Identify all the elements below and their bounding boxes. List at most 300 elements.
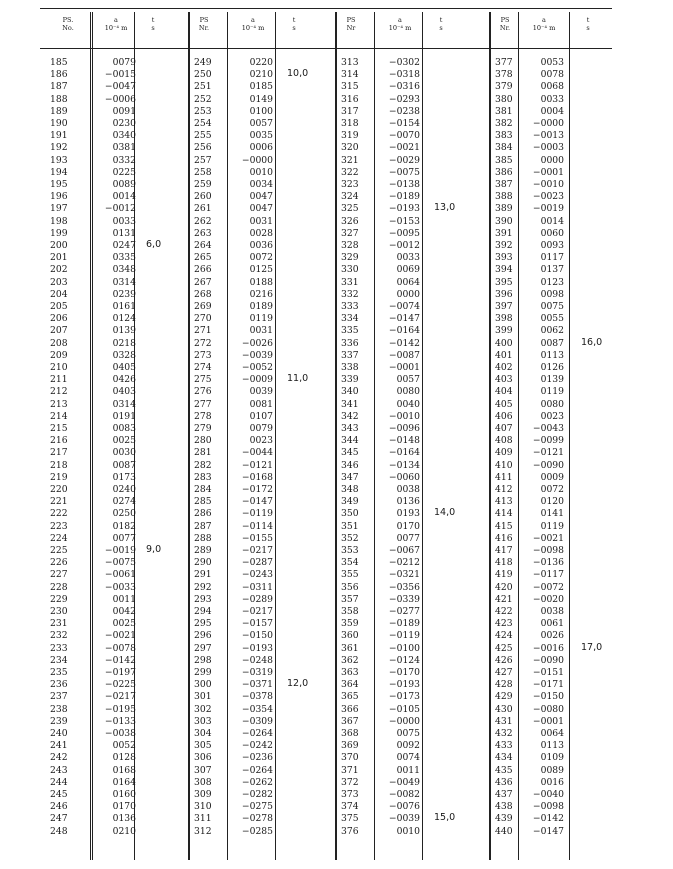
a-value-cell: 0240 — [112, 484, 136, 495]
ps-number-cell: 233 — [50, 642, 68, 654]
a-value-cell: 0210 — [249, 69, 273, 81]
a-value-cell: 0230 — [112, 118, 136, 129]
a-value-cell: −0171 — [532, 679, 564, 691]
ps-number-cell: 391 — [495, 227, 513, 239]
a-value-cell: −0378 — [241, 691, 273, 703]
a-value-cell: 0011 — [112, 593, 136, 605]
ps-number-cell: 304 — [194, 728, 212, 739]
ps-number-cell: 301 — [194, 691, 212, 703]
a-value-cell: −0150 — [532, 691, 564, 703]
ps-number-cell: 194 — [50, 166, 68, 178]
ps-number-cell: 399 — [495, 325, 513, 337]
a-value-cell: 0164 — [112, 776, 136, 788]
ps-number-cell: 422 — [495, 606, 513, 617]
ps-number-cell: 327 — [341, 227, 359, 239]
a-value-cell: 0123 — [540, 276, 564, 288]
ps-number-cell: 388 — [495, 191, 513, 203]
column-rule — [518, 12, 519, 860]
ps-number-cell: 432 — [495, 728, 513, 739]
ps-number-cell: 223 — [50, 520, 68, 532]
a-value-cell: −0021 — [388, 142, 420, 154]
ps-number-cell: 278 — [194, 410, 212, 422]
column-rule — [275, 12, 276, 860]
column-rule — [569, 12, 570, 860]
ps-number-cell: 332 — [341, 288, 359, 300]
ps-number-cell: 373 — [341, 789, 359, 800]
a-value-cell: 0098 — [540, 288, 564, 300]
ps-number-cell: 434 — [495, 752, 513, 764]
a-value-cell: −0316 — [388, 81, 420, 93]
ps-number-cell: 341 — [341, 398, 359, 410]
ps-number-cell: 379 — [495, 81, 513, 93]
a-value-cell: −0217 — [241, 545, 273, 556]
a-value-cell: −0173 — [388, 691, 420, 703]
a-value-cell: 0139 — [540, 374, 564, 386]
ps-number-cell: 393 — [495, 252, 513, 264]
ps-number-cell: 299 — [194, 667, 212, 678]
a-value-cell: −0212 — [388, 557, 420, 569]
a-value-cell: 0069 — [396, 264, 420, 276]
ps-number-cell: 191 — [50, 130, 68, 142]
ps-number-cell: 342 — [341, 410, 359, 422]
a-value-cell: −0100 — [388, 642, 420, 654]
ps-number-cell: 213 — [50, 398, 68, 410]
a-value-cell: −0023 — [532, 191, 564, 203]
a-value-cell: 0026 — [540, 630, 564, 642]
t-column-header — [138, 16, 168, 32]
ps-number-cell: 330 — [341, 264, 359, 276]
ps-number-cell: 256 — [194, 142, 212, 154]
a-value-cell: −0172 — [241, 484, 273, 495]
ps-number-cell: 189 — [50, 105, 68, 117]
ps-number-cell: 239 — [50, 715, 68, 727]
a-value-cell: 0080 — [396, 386, 420, 398]
a-value-cell: 0036 — [249, 240, 273, 251]
group-rule — [188, 12, 190, 860]
ps-number-cell: 429 — [495, 691, 513, 703]
ps-number-cell: 367 — [341, 715, 359, 727]
a-value-cell: 0000 — [396, 288, 420, 300]
ps-number-cell: 325 — [341, 203, 359, 215]
a-value-cell: −0150 — [241, 630, 273, 642]
ps-number-cell: 348 — [341, 484, 359, 495]
ps-number-cell: 337 — [341, 349, 359, 361]
a-value-cell: 0087 — [112, 459, 136, 471]
a-value-cell: −0142 — [532, 813, 564, 825]
t-header-line: s — [292, 24, 296, 32]
ps-number-cell: 221 — [50, 496, 68, 508]
ps-number-cell: 355 — [341, 569, 359, 581]
ps-number-cell: 285 — [194, 496, 212, 508]
a-value-cell: 0033 — [396, 252, 420, 264]
ps-number-cell: 302 — [194, 703, 212, 715]
a-header-line: 10⁻⁴ m — [532, 24, 556, 32]
ps-header-line: PS. — [62, 16, 74, 24]
a-value-cell: −0070 — [388, 130, 420, 142]
a-value-cell: 0216 — [249, 288, 273, 300]
ps-number-cell: 261 — [194, 203, 212, 215]
a-value-cell: 0250 — [112, 508, 136, 520]
ps-number-cell: 405 — [495, 398, 513, 410]
time-mark: 12,0 — [287, 678, 309, 690]
a-value-cell: −0302 — [388, 57, 420, 68]
a-value-cell: −0044 — [241, 447, 273, 459]
group-rule — [489, 12, 491, 860]
a-value-cell: 0075 — [396, 728, 420, 739]
ps-number-cell: 279 — [194, 423, 212, 434]
a-value-cell: 0064 — [540, 728, 564, 739]
a-value-cell: 0126 — [540, 362, 564, 373]
ps-number-cell: 300 — [194, 679, 212, 691]
ps-number-cell: 197 — [50, 203, 68, 215]
time-mark: 17,0 — [581, 641, 603, 653]
ps-number-cell: 195 — [50, 179, 68, 190]
a-value-cell: 0009 — [540, 471, 564, 483]
a-value-cell: 0038 — [396, 484, 420, 495]
a-value-cell: −0262 — [241, 776, 273, 788]
ps-number-cell: 372 — [341, 776, 359, 788]
ps-number-cell: 235 — [50, 667, 68, 678]
ps-number-cell: 384 — [495, 142, 513, 154]
a-value-cell: −0061 — [104, 569, 136, 581]
a-value-cell: 0030 — [112, 447, 136, 459]
a-value-cell: 0107 — [249, 410, 273, 422]
ps-number-cell: 425 — [495, 642, 513, 654]
ps-number-cell: 209 — [50, 349, 68, 361]
ps-number-cell: 333 — [341, 301, 359, 312]
a-value-cell: 0004 — [540, 105, 564, 117]
a-value-cell: −0142 — [104, 654, 136, 666]
ps-number-cell: 415 — [495, 520, 513, 532]
ps-number-cell: 306 — [194, 752, 212, 764]
a-value-cell: −0075 — [104, 557, 136, 569]
ps-number-cell: 363 — [341, 667, 359, 678]
a-value-cell: 0074 — [396, 752, 420, 764]
ps-number-cell: 215 — [50, 423, 68, 434]
a-value-cell: −0193 — [388, 203, 420, 215]
a-value-cell: −0318 — [388, 69, 420, 81]
ps-number-cell: 401 — [495, 349, 513, 361]
ps-number-cell: 289 — [194, 545, 212, 556]
ps-number-cell: 358 — [341, 606, 359, 617]
ps-number-cell: 335 — [341, 325, 359, 337]
a-value-cell: −0142 — [388, 337, 420, 349]
ps-number-cell: 349 — [341, 496, 359, 508]
a-value-cell: −0242 — [241, 740, 273, 752]
ps-number-cell: 313 — [341, 57, 359, 68]
ps-header-line: No. — [62, 24, 74, 32]
a-value-cell: −0000 — [532, 118, 564, 129]
t-header-line: t — [586, 16, 590, 24]
ps-number-cell: 419 — [495, 569, 513, 581]
a-value-cell: 0089 — [540, 764, 564, 776]
time-mark: 14,0 — [434, 507, 456, 519]
ps-number-cell: 192 — [50, 142, 68, 154]
ps-number-cell: 305 — [194, 740, 212, 752]
a-value-cell: −0138 — [388, 179, 420, 190]
ps-number-cell: 339 — [341, 374, 359, 386]
a-column-header — [378, 16, 422, 32]
a-value-cell: −0133 — [104, 715, 136, 727]
a-value-cell: 0100 — [249, 105, 273, 117]
ps-number-cell: 420 — [495, 581, 513, 593]
ps-column-header — [50, 16, 86, 32]
ps-number-cell: 291 — [194, 569, 212, 581]
a-value-cell: 0119 — [540, 386, 564, 398]
a-value-cell: 0218 — [112, 337, 136, 349]
a-value-cell: −0147 — [241, 496, 273, 508]
ps-number-cell: 262 — [194, 215, 212, 227]
a-value-cell: 0124 — [112, 313, 136, 325]
t-column-header — [279, 16, 309, 32]
ps-number-cell: 226 — [50, 557, 68, 569]
ps-number-cell: 265 — [194, 252, 212, 264]
ps-number-cell: 383 — [495, 130, 513, 142]
a-value-cell: 0061 — [540, 618, 564, 630]
table-top-rule — [40, 8, 612, 9]
a-value-cell: −0147 — [388, 313, 420, 325]
ps-number-cell: 224 — [50, 532, 68, 544]
a-value-cell: 0034 — [249, 179, 273, 190]
a-value-cell: 0079 — [249, 423, 273, 434]
ps-number-cell: 353 — [341, 545, 359, 556]
ps-number-cell: 264 — [194, 240, 212, 251]
ps-number-cell: 198 — [50, 215, 68, 227]
ps-number-cell: 248 — [50, 825, 68, 837]
time-mark: 10,0 — [287, 68, 309, 80]
ps-number-cell: 409 — [495, 447, 513, 459]
a-header-line: a — [542, 16, 546, 24]
ps-number-cell: 222 — [50, 508, 68, 520]
a-value-cell: −0009 — [241, 374, 273, 386]
ps-number-cell: 410 — [495, 459, 513, 471]
a-value-cell: 0057 — [396, 374, 420, 386]
a-value-cell: −0019 — [532, 203, 564, 215]
ps-number-cell: 255 — [194, 130, 212, 142]
a-value-cell: −0147 — [532, 825, 564, 837]
ps-number-cell: 375 — [341, 813, 359, 825]
ps-number-cell: 234 — [50, 654, 68, 666]
ps-number-cell: 311 — [194, 813, 212, 825]
ps-number-cell: 403 — [495, 374, 513, 386]
ps-number-cell: 205 — [50, 301, 68, 312]
ps-number-cell: 297 — [194, 642, 212, 654]
ps-column-header — [333, 16, 369, 32]
t-column-header — [426, 16, 456, 32]
a-value-cell: 0220 — [249, 57, 273, 68]
ps-number-cell: 336 — [341, 337, 359, 349]
a-value-cell: −0016 — [532, 642, 564, 654]
time-mark: 9,0 — [146, 544, 162, 555]
ps-number-cell: 244 — [50, 776, 68, 788]
ps-number-cell: 350 — [341, 508, 359, 520]
a-value-cell: −0195 — [104, 703, 136, 715]
a-value-cell: 0125 — [249, 264, 273, 276]
ps-header-line: Nr — [346, 24, 356, 32]
ps-number-cell: 364 — [341, 679, 359, 691]
a-value-cell: −0282 — [241, 789, 273, 800]
a-value-cell: −0000 — [388, 715, 420, 727]
a-value-cell: −0075 — [388, 166, 420, 178]
a-value-cell: 0141 — [540, 508, 564, 520]
a-value-cell: 0170 — [396, 520, 420, 532]
a-value-cell: 0119 — [249, 313, 273, 325]
ps-number-cell: 212 — [50, 386, 68, 398]
ps-number-cell: 431 — [495, 715, 513, 727]
ps-number-cell: 328 — [341, 240, 359, 251]
a-value-cell: 0348 — [112, 264, 136, 276]
ps-number-cell: 193 — [50, 154, 68, 166]
ps-number-cell: 303 — [194, 715, 212, 727]
ps-number-cell: 322 — [341, 166, 359, 178]
group-rule — [335, 12, 337, 860]
a-value-cell: −0121 — [241, 459, 273, 471]
a-value-cell: −0080 — [532, 703, 564, 715]
a-value-cell: −0264 — [241, 764, 273, 776]
a-value-cell: 0064 — [396, 276, 420, 288]
a-value-cell: −0164 — [388, 447, 420, 459]
a-value-cell: 0274 — [112, 496, 136, 508]
ps-number-cell: 346 — [341, 459, 359, 471]
a-value-cell: −0264 — [241, 728, 273, 739]
a-value-cell: 0136 — [396, 496, 420, 508]
ps-number-cell: 347 — [341, 471, 359, 483]
ps-number-cell: 258 — [194, 166, 212, 178]
a-value-cell: −0164 — [388, 325, 420, 337]
ps-number-cell: 376 — [341, 825, 359, 837]
ps-number-cell: 340 — [341, 386, 359, 398]
ps-number-cell: 374 — [341, 801, 359, 813]
a-value-cell: 0131 — [112, 227, 136, 239]
ps-number-cell: 426 — [495, 654, 513, 666]
a-value-cell: 0426 — [112, 374, 136, 386]
ps-number-cell: 326 — [341, 215, 359, 227]
a-value-cell: 0089 — [112, 179, 136, 190]
a-value-cell: 0087 — [540, 337, 564, 349]
ps-number-cell: 230 — [50, 606, 68, 617]
a-value-cell: 0053 — [540, 57, 564, 68]
ps-number-cell: 359 — [341, 618, 359, 630]
a-value-cell: −0013 — [532, 130, 564, 142]
a-value-cell: 0039 — [249, 386, 273, 398]
a-value-cell: −0105 — [388, 703, 420, 715]
a-value-cell: −0193 — [388, 679, 420, 691]
ps-number-cell: 231 — [50, 618, 68, 630]
ps-number-cell: 365 — [341, 691, 359, 703]
ps-number-cell: 361 — [341, 642, 359, 654]
a-value-cell: 0031 — [249, 325, 273, 337]
a-column-header — [522, 16, 566, 32]
a-value-cell: −0090 — [532, 654, 564, 666]
a-value-cell: −0020 — [532, 593, 564, 605]
ps-number-cell: 382 — [495, 118, 513, 129]
ps-number-cell: 273 — [194, 349, 212, 361]
a-value-cell: −0082 — [388, 789, 420, 800]
ps-number-cell: 402 — [495, 362, 513, 373]
ps-number-cell: 314 — [341, 69, 359, 81]
a-value-cell: −0006 — [104, 93, 136, 105]
ps-header-line: Nr. — [499, 24, 511, 32]
ps-number-cell: 387 — [495, 179, 513, 190]
a-value-cell: −0039 — [241, 349, 273, 361]
ps-number-cell: 370 — [341, 752, 359, 764]
a-value-cell: 0028 — [249, 227, 273, 239]
t-header-line: t — [292, 16, 296, 24]
ps-header-line: PS — [500, 16, 510, 24]
ps-number-cell: 323 — [341, 179, 359, 190]
a-value-cell: −0217 — [241, 606, 273, 617]
a-value-cell: 0225 — [112, 166, 136, 178]
ps-header-line: Nr. — [198, 24, 210, 32]
a-value-cell: 0189 — [249, 301, 273, 312]
ps-number-cell: 217 — [50, 447, 68, 459]
ps-number-cell: 416 — [495, 532, 513, 544]
ps-number-cell: 400 — [495, 337, 513, 349]
a-value-cell: −0134 — [388, 459, 420, 471]
a-value-cell: 0052 — [112, 740, 136, 752]
t-header-line: s — [586, 24, 590, 32]
a-value-cell: −0067 — [388, 545, 420, 556]
ps-number-cell: 433 — [495, 740, 513, 752]
a-value-cell: 0033 — [540, 93, 564, 105]
ps-number-cell: 220 — [50, 484, 68, 495]
a-value-cell: 0117 — [540, 252, 564, 264]
ps-number-cell: 292 — [194, 581, 212, 593]
a-value-cell: −0371 — [241, 679, 273, 691]
ps-number-cell: 296 — [194, 630, 212, 642]
ps-header-line: PS — [346, 16, 356, 24]
a-value-cell: −0029 — [388, 154, 420, 166]
ps-number-cell: 338 — [341, 362, 359, 373]
a-value-cell: −0015 — [104, 69, 136, 81]
ps-number-cell: 219 — [50, 471, 68, 483]
a-value-cell: −0095 — [388, 227, 420, 239]
ps-number-cell: 225 — [50, 545, 68, 556]
ps-number-cell: 427 — [495, 667, 513, 678]
a-value-cell: 0010 — [396, 825, 420, 837]
a-value-cell: −0001 — [388, 362, 420, 373]
ps-number-cell: 188 — [50, 93, 68, 105]
ps-number-cell: 185 — [50, 57, 68, 68]
ps-number-cell: 272 — [194, 337, 212, 349]
a-value-cell: −0248 — [241, 654, 273, 666]
ps-number-cell: 288 — [194, 532, 212, 544]
ps-number-cell: 283 — [194, 471, 212, 483]
a-value-cell: 0092 — [396, 740, 420, 752]
a-value-cell: −0243 — [241, 569, 273, 581]
a-value-cell: 0014 — [112, 191, 136, 203]
a-value-cell: 0314 — [112, 398, 136, 410]
a-value-cell: 0210 — [112, 825, 136, 837]
a-value-cell: −0043 — [532, 423, 564, 434]
ps-number-cell: 324 — [341, 191, 359, 203]
ps-number-cell: 266 — [194, 264, 212, 276]
ps-column-header — [186, 16, 222, 32]
ps-number-cell: 263 — [194, 227, 212, 239]
a-header-line: a — [114, 16, 118, 24]
ps-number-cell: 200 — [50, 240, 68, 251]
a-value-cell: 0081 — [249, 398, 273, 410]
ps-number-cell: 316 — [341, 93, 359, 105]
a-value-cell: −0157 — [241, 618, 273, 630]
a-value-cell: 0120 — [540, 496, 564, 508]
ps-number-cell: 417 — [495, 545, 513, 556]
a-value-cell: 0405 — [112, 362, 136, 373]
a-value-cell: −0098 — [532, 545, 564, 556]
a-value-cell: −0074 — [388, 301, 420, 312]
ps-number-cell: 216 — [50, 435, 68, 447]
ps-number-cell: 317 — [341, 105, 359, 117]
